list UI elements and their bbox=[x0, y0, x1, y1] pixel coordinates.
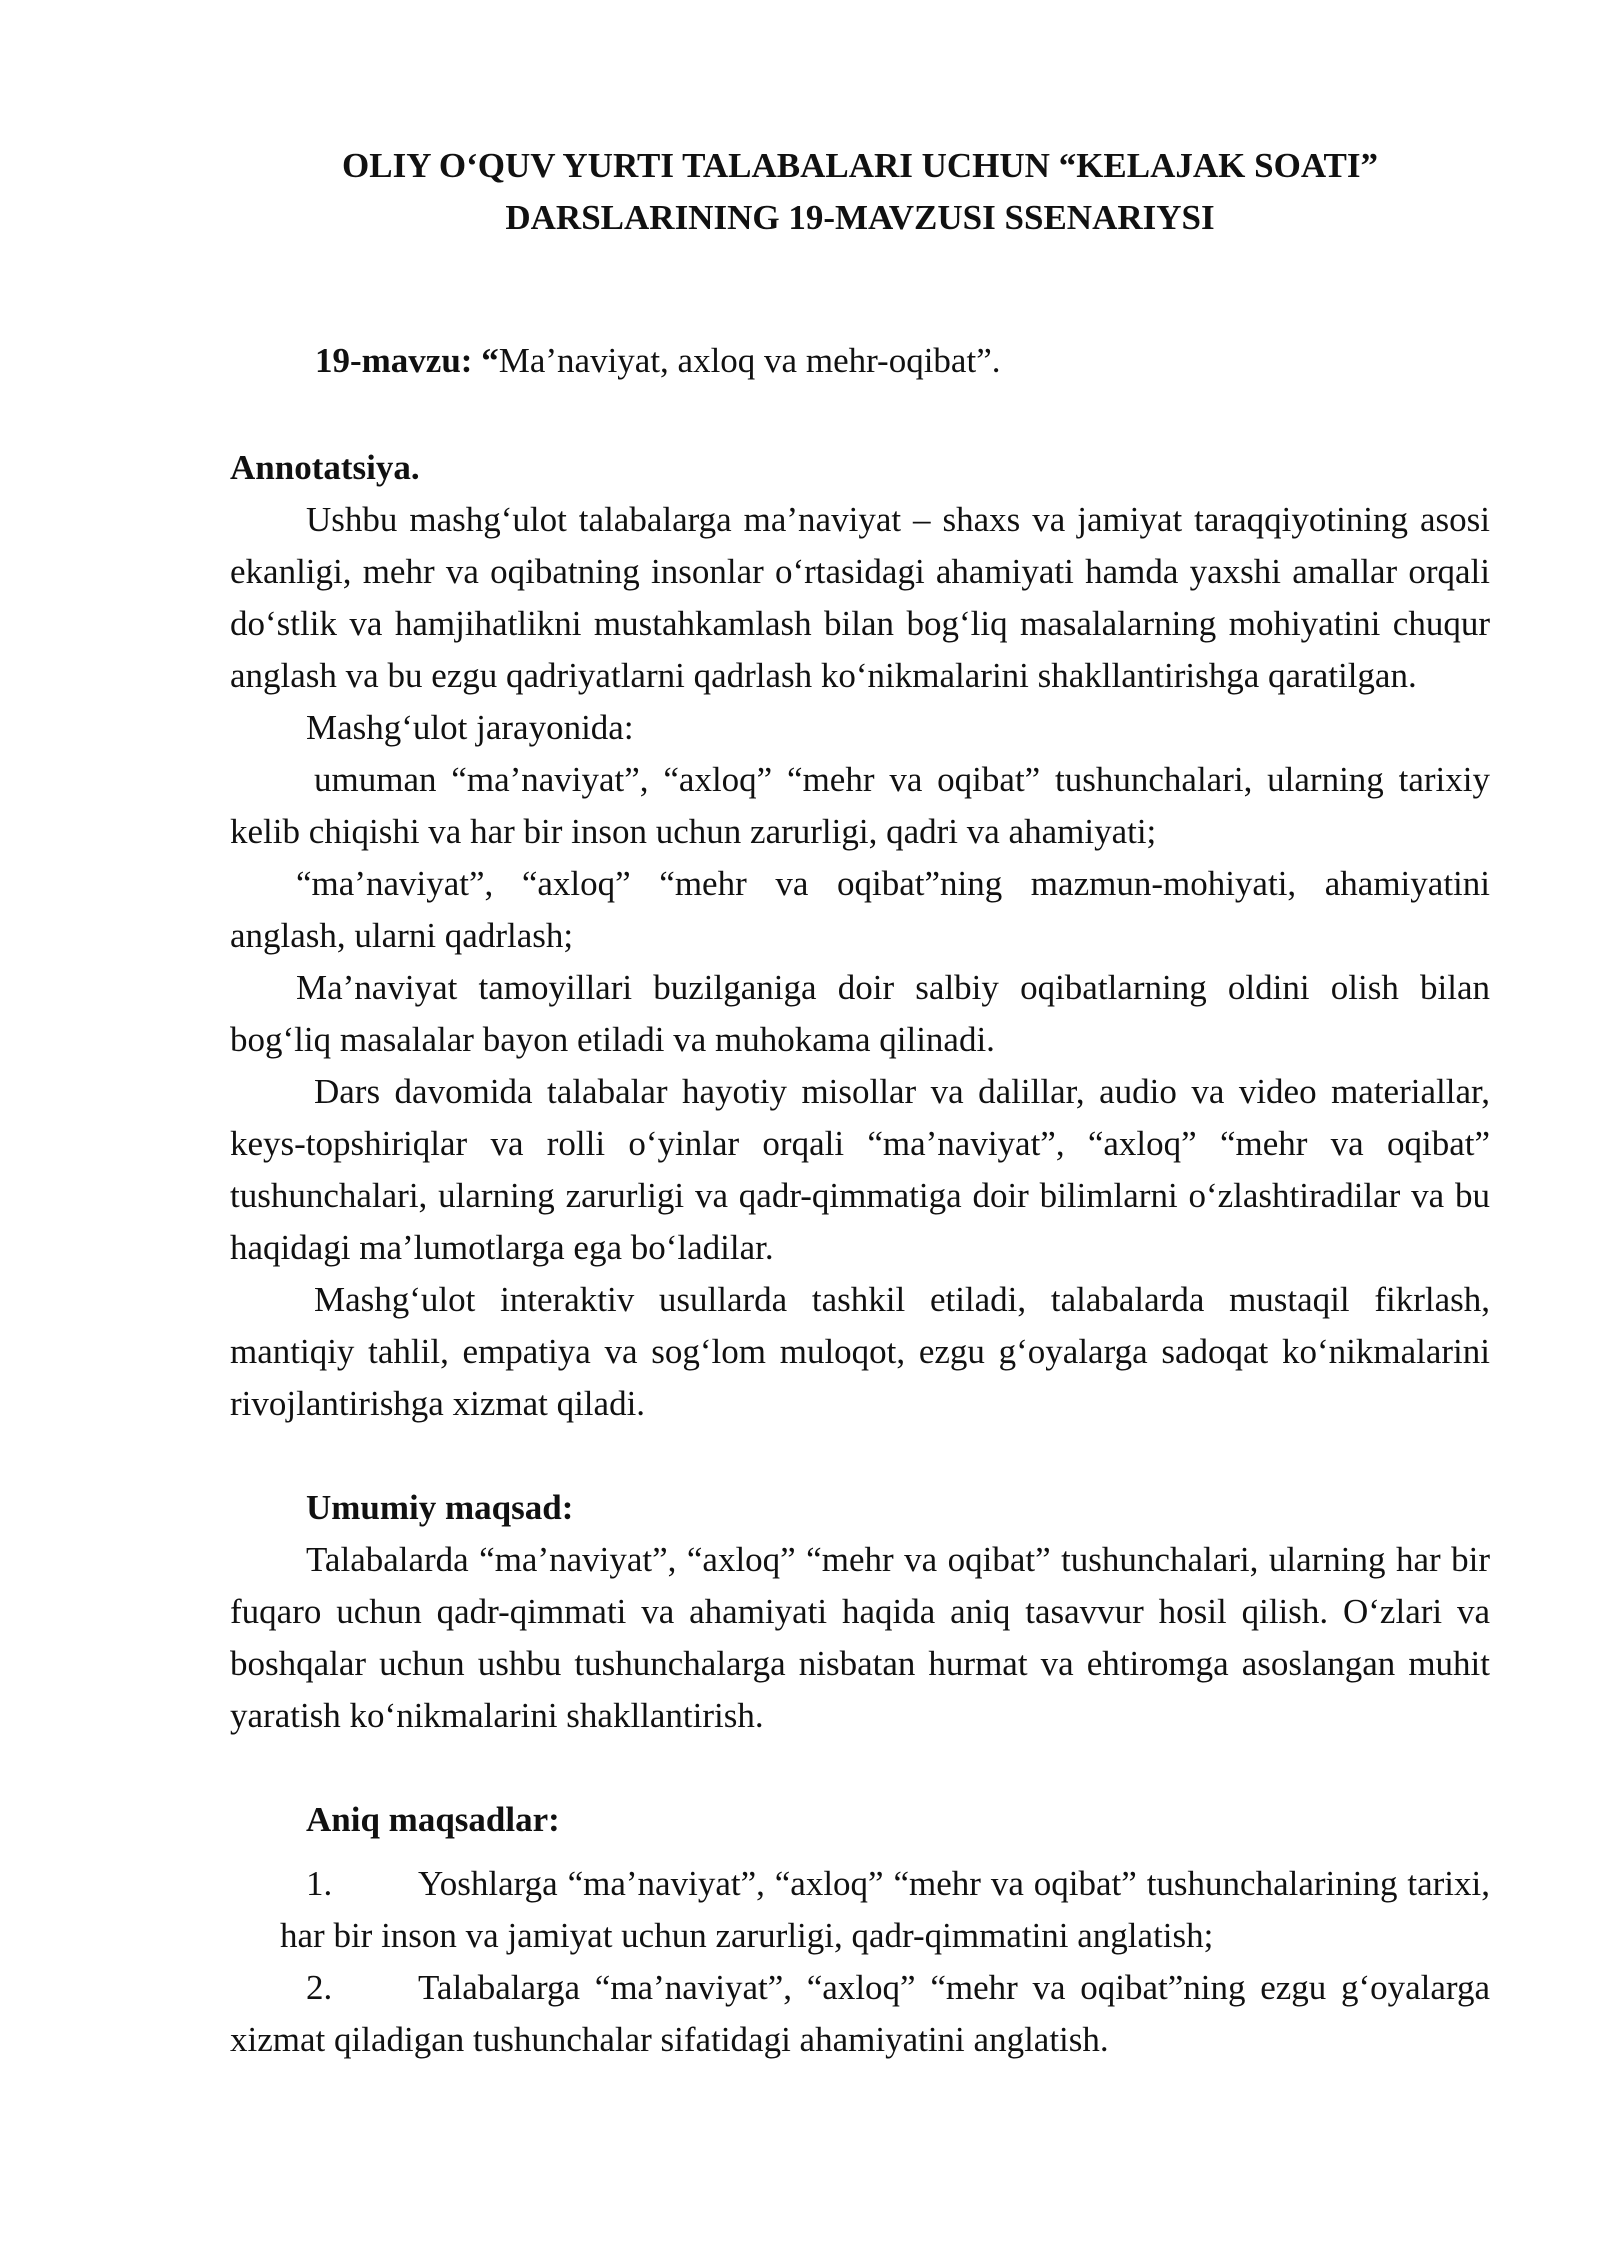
general-goal-heading: Umumiy maqsad: bbox=[306, 1488, 574, 1527]
annotation-paragraph-1: Ushbu mashg‘ulot talabalarga ma’naviyat – shaxs va jamiyat taraqqiyotining asosi ekanligi, mehr va oqibatning insonlar o‘rtasidagi ahamiyati hamda yaxshi amallar orqali do‘stlik va hamjihatlikni mustahkamlash bilan bog‘liq masalalarning mohiyatini chuqur anglash va bu ezgu qadriyatlarni qadrlash ko‘nikmalarini shakllantirishga qaratilgan. bbox=[230, 500, 1490, 695]
topic-text: Ma’naviyat, axloq va mehr-oqibat”. bbox=[498, 341, 1001, 380]
title-line-2: DARSLARINING 19-MAVZUSI SSENARIYSI bbox=[505, 198, 1215, 237]
spacer bbox=[230, 1430, 1490, 1482]
title-line-1: OLIY O‘QUV YURTI TALABALARI UCHUN “KELAJAK SOATI” bbox=[342, 146, 1378, 185]
goal-item-1 bbox=[230, 1858, 1490, 1962]
annotation-paragraph-7: Mashg‘ulot interaktiv usullarda tashkil etiladi, talabalarda mustaqil fikrlash, mantiqiy tahlil, empatiya va sog‘lom muloqot, ezgu g‘oyalarga sadoqat ko‘nikmalarini rivojlantirishga xizmat qiladi. bbox=[230, 1280, 1490, 1423]
annotation-paragraph-6: Dars davomida talabalar hayotiy misollar va dalillar, audio va video materiallar, keys-topshiriqlar va rolli o‘yinlar orqali “ma’naviyat”, “axloq” “mehr va oqibat” tushunchalari, ularning zarurligi va qadr-qimmatiga doir bilimlarni o‘zlashtiradilar va bu haqidagi ma’lumotlarga ega bo‘ladilar. bbox=[230, 1072, 1490, 1267]
spacer bbox=[230, 1846, 1490, 1858]
goal-item-number: 1. bbox=[306, 1864, 333, 1903]
annotation-paragraph-3: umuman “ma’naviyat”, “axloq” “mehr va oqibat” tushunchalari, ularning tarixiy kelib chiqishi va har bir inson uchun zarurligi, qadri va ahamiyati; bbox=[230, 760, 1490, 851]
annotation-heading: Annotatsiya. bbox=[230, 448, 420, 487]
annotation-paragraph-5: Ma’naviyat tamoyillari buzilganiga doir salbiy oqibatlarning oldini olish bilan bog‘liq masalalar bayon etiladi va muhokama qilinadi. bbox=[230, 968, 1490, 1059]
goal-item-2 bbox=[230, 1962, 1490, 2066]
topic-label: 19-mavzu: “ bbox=[315, 341, 499, 380]
specific-goals-heading: Aniq maqsadlar: bbox=[306, 1800, 560, 1839]
goal-item-number: 2. bbox=[306, 1968, 333, 2007]
general-goal-text: Talabalarda “ma’naviyat”, “axloq” “mehr va oqibat” tushunchalari, ularning har bir fuqaro uchun qadr-qimmati va ahamiyati haqida aniq tasavvur hosil qilish. O‘zlari va boshqalar uchun ushbu tushunchalarga nisbatan hurmat va ehtiromga asoslangan muhit yaratish ko‘nikmalarini shakllantirish. bbox=[230, 1540, 1490, 1735]
annotation-paragraph-2: Mashg‘ulot jarayonida: bbox=[306, 708, 634, 747]
topic-line bbox=[315, 335, 1000, 387]
document-title bbox=[230, 140, 1490, 244]
goal-item-text: Yoshlarga “ma’naviyat”, “axloq” “mehr va oqibat” tushunchalarining tarixi, har bir inson va jamiyat uchun zarurligi, qadr-qimmatini anglatish; bbox=[280, 1864, 1490, 1955]
spacer bbox=[230, 1742, 1490, 1794]
annotation-paragraph-4: “ma’naviyat”, “axloq” “mehr va oqibat”ning mazmun-mohiyati, ahamiyatini anglash, ularni qadrlash; bbox=[230, 864, 1490, 955]
document-body bbox=[230, 442, 1490, 2066]
goal-item-text: Talabalarga “ma’naviyat”, “axloq” “mehr va oqibat”ning ezgu g‘oyalarga xizmat qiladigan tushunchalar sifatidagi ahamiyatini anglatish. bbox=[230, 1968, 1490, 2059]
